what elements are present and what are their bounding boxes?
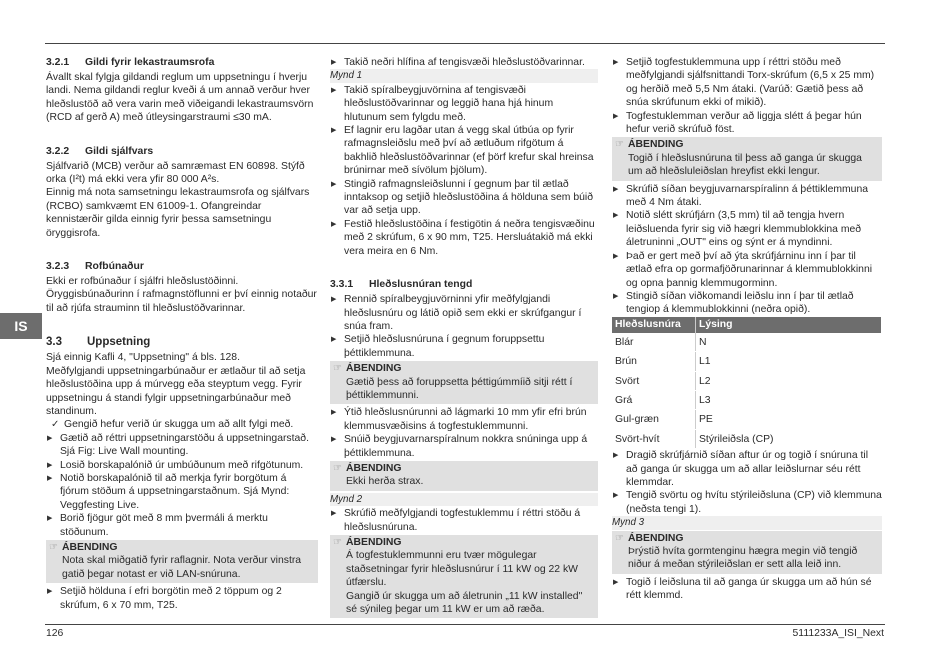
list-item: ▶ Takið spíralbeygjuvörnina af tengisvæði hleðslustöðvarinnar og leggið hana hjá hinum hlutunum sem fylgdu með. (330, 84, 598, 124)
note-body: Gætið þess að foruppsetta þéttigúmmíið sitji rétt í þéttiklemmunni. (346, 376, 573, 401)
column-1 (46, 56, 318, 612)
hand-pointer-icon: ☞ (333, 462, 342, 474)
paragraph: Meðfylgjandi uppsetningarbúnaður er ætlaður til að setja hleðslustöðina upp á múrvegg eða steyptum vegg. Fyrir uppsetningu á standi fylgir uppsetningarbúnaður með standinum. (46, 365, 306, 417)
hand-pointer-icon: ☞ (49, 541, 58, 553)
note-box (612, 137, 882, 180)
paragraph: Einnig má nota samsetningu lekastraumsrofa og sjálfvars (RCBO) samkvæmt EN 61009-1. Ofangreindar kennistærðir gilda einnig fyrir þessa samsetningu öryggisrofa. (46, 187, 310, 239)
table-cell: Blár (612, 333, 696, 352)
instruction-list (612, 56, 882, 136)
instruction-list (330, 507, 598, 534)
list-item: ▶ Borið fjögur göt með 8 mm þvermáli á merktu stöðunum. (46, 512, 318, 539)
table-cell: L3 (696, 390, 882, 409)
table-header: Lýsing (696, 317, 882, 333)
list-item: ▶ Rennið spíralbeygjuvörninni yfir meðfylgjandi hleðslusnúru og látið opið sem ekki er skrúfgangur í snúa fram. (330, 293, 598, 333)
note-box (46, 540, 318, 583)
column-2 (330, 56, 598, 620)
note-body: Á togfestuklemmunni eru tvær mögulegar staðsetningar fyrir hleðslusnúrur í 11 kW og 22 kW útfærslu. (346, 550, 578, 589)
list-item: ▶ Togfestuklemman verður að liggja slétt á þegar hún hefur verið skrúfuð föst. (612, 110, 882, 137)
list-item: ▶ Stingið rafmagnsleiðslunni í gegnum þar til ætlað inntaksop og setjið hleðslustöðina á hölduna sem búið var að setja upp. (330, 178, 598, 218)
instruction-list (612, 576, 882, 603)
note-title: ÁBENDING (62, 541, 118, 553)
list-item: ▶ Skrúfið síðan beygjuvarnarspíralinn á þéttiklemmuna með 4 Nm átaki. (612, 183, 882, 210)
figure-caption: Mynd 2 (330, 493, 598, 506)
note-title: ÁBENDING (346, 363, 402, 375)
note-body: Togið í hleðslusnúruna til þess að ganga úr skugga um að hleðsluleiðslan hreyfist ekki lengur. (628, 152, 862, 178)
list-item: ▶ Gætið að réttri uppsetningarstöðu á uppsetningarstað. Sjá Fig: Live Wall mounting. (46, 432, 318, 459)
instruction-list (46, 418, 318, 539)
table-cell: PE (696, 410, 882, 429)
section-heading-3-3: 3.3 Uppsetning (46, 336, 151, 349)
note-box (330, 461, 598, 491)
hand-pointer-icon: ☞ (615, 139, 624, 151)
note-title: ÁBENDING (346, 537, 402, 548)
column-3 (612, 56, 882, 603)
section-heading-3-2-3: 3.2.3 Rofbúnaður (46, 261, 144, 273)
table-cell: Svört-hvít (612, 429, 696, 448)
list-item: ▶ Festið hleðslustöðina í festigötin á neðra tengisvæðinu með 2 skrúfum, 6 x 90 mm, T25. Hersluátakið má ekki vera meira en 6 Nm. (330, 218, 598, 258)
list-item: ▶ Skrúfið meðfylgjandi togfestuklemmu í réttri stöðu á hleðslusnúruna. (330, 507, 598, 534)
list-item: ▶ Stingið síðan viðkomandi leiðslu inn í þar til ætlað tengiop á klemmublokkinni (neðra opið). (612, 290, 882, 317)
list-item: ▶ Setjið togfestuklemmuna upp í réttri stöðu með meðfylgjandi sjálfsnittandi Torx-skrúfum (6,5 x 25 mm) og herðið með 5,5 Nm átaki. (Varúð: Gætið þess að snúa skrúfunum ekki of mikið). (612, 56, 882, 110)
header-rule (45, 43, 885, 44)
list-item: ▶ Það er gert með því að ýta skrúfjárninu inn í þar til ætlað efra op gormafjöðrunarinnar á klemmublokkinni og opna þannig klemmugorminn. (612, 250, 882, 290)
list-item: ▶ Notið borskapalónið til að merkja fyrir borgötum á fjórum stöðum á uppsetningarstaðnum. Sjá Mynd: Veggfesting Live. (46, 472, 318, 512)
note-title: ÁBENDING (346, 462, 402, 474)
figure-caption: Mynd 1 (330, 69, 598, 82)
list-item: ✓ Gengið hefur verið úr skugga um að allt fylgi með. (46, 418, 318, 431)
list-item: ▶ Takið neðri hlífina af tengisvæði hleðslustöðvarinnar. (330, 56, 598, 69)
table-cell: N (696, 333, 882, 352)
hand-pointer-icon: ☞ (333, 363, 342, 375)
section-heading-3-2-2: 3.2.2 Gildi sjálfvars (46, 145, 154, 157)
wire-color-table (612, 317, 881, 449)
table-cell: L2 (696, 371, 882, 390)
table-cell: Gul-græn (612, 410, 696, 429)
section-heading-3-2-1: 3.2.1 Gildi fyrir lekastraumsrofa (46, 57, 215, 68)
page-number: 126 (46, 628, 64, 639)
table-row (612, 390, 881, 409)
list-item: ▶ Tengið svörtu og hvítu stýrileiðsluna (CP) við klemmuna (neðsta tengi 1). (612, 489, 882, 516)
paragraph: Sjá einnig Kafli 4, "Uppsetning" á bls. 128. (46, 352, 240, 364)
hand-pointer-icon: ☞ (615, 532, 624, 544)
footer-rule (45, 624, 885, 625)
instruction-list (612, 183, 882, 317)
note-box (330, 361, 598, 404)
note-body: Ekki herða strax. (346, 476, 424, 488)
note-body: Þrýstið hvíta gormtenginu hægra megin við tengið niður á meðan stýrileiðslan er sett alla leið inn. (628, 546, 858, 571)
instruction-list (46, 585, 318, 612)
table-row (612, 429, 881, 448)
table-header: Hleðslusnúra (612, 317, 696, 333)
list-item: ▶ Losið borskapalónið úr umbúðunum með rifgötunum. (46, 459, 318, 472)
instruction-list (330, 406, 598, 460)
table-row (612, 371, 881, 390)
note-box (612, 531, 882, 574)
instruction-list (330, 84, 598, 258)
note-body: Gangið úr skugga um að áletrunin „11 kW installed" sé sýnileg þegar um 11 kW er um að ræða. (346, 590, 583, 616)
list-item: ▶ Notið slétt skrúfjárn (3,5 mm) til að tengja hvern leiðsluenda fyrir sig við hægri klemmublokkina með áletruninni „OUT" eins og sýnt er á myndinni. (612, 209, 882, 249)
note-box (330, 535, 598, 618)
instruction-list (612, 449, 882, 516)
section-heading-3-3-1: 3.3.1 Hleðslusnúran tengd (330, 279, 473, 291)
instruction-list (330, 56, 598, 69)
table-cell: L1 (696, 352, 882, 371)
table-row (612, 352, 881, 371)
table-cell: Svört (612, 371, 696, 390)
paragraph: Ekki er rofbúnaður í sjálfri hleðslustöðinni. Öryggisbúnaðurinn í rafmagnstöflunni er því einnig notaður til að rjúfa strauminn til hleðslustöðvarinnar. (46, 276, 317, 314)
list-item: ▶ Snúið beygjuvarnarspíralnum nokkra snúninga upp á þéttiklemmuna. (330, 433, 598, 460)
list-item: ▶ Togið í leiðsluna til að ganga úr skugga um að hún sé rétt klemmd. (612, 576, 882, 603)
list-item: ▶ Dragið skrúfjárnið síðan aftur úr og togið í snúruna til að ganga úr skugga um að allar leiðslurnar séu rétt klemmdar. (612, 449, 882, 489)
list-item: ▶ Setjið hölduna í efri borgötin með 2 töppum og 2 skrúfum, 6 x 70 mm, T25. (46, 585, 318, 612)
paragraph: Ávallt skal fylgja gildandi reglum um uppsetningu í hverju landi. Nema gildandi reglur kveði á um annað verður hver hleðslustöð að vera varin með viðeigandi lekastraumsvörn (RCD af gerð A) með útleysingarstraumi ≤30 mA. (46, 72, 314, 124)
note-body: Nota skal miðgatið fyrir raflagnir. Nota verður vinstra gatið þegar notast er við LAN-snúruna. (62, 555, 302, 580)
table-row (612, 410, 881, 429)
table-cell: Stýrileiðsla (CP) (696, 429, 882, 448)
list-item: ▶ Setjið hleðslusnúruna í gegnum foruppsettu þéttiklemmuna. (330, 333, 598, 360)
instruction-list (330, 293, 598, 360)
note-title: ÁBENDING (628, 532, 684, 544)
paragraph: Sjálfvarið (MCB) verður að samræmast EN 60898. Stýfð orka (I²t) má ekki vera yfir 80 000 A²s. (46, 160, 305, 186)
document-code: 5111233A_ISI_Next (792, 628, 884, 639)
note-title: ÁBENDING (628, 139, 684, 151)
list-item: ▶ Ef lagnir eru lagðar utan á vegg skal útbúa op fyrir rafmagnsleiðslu með því að ætluðum rifgötum á bakhlið hleðslustöðvarinnar (ef þörf krefur skal hreinsa brúnirnar með sívölum þjölum). (330, 124, 598, 178)
table-row (612, 333, 881, 352)
table-cell: Grá (612, 390, 696, 409)
list-item: ▶ Ýtið hleðslusnúrunni að lágmarki 10 mm yfir efri brún klemmusvæðisins á togfestuklemmunni. (330, 406, 598, 433)
hand-pointer-icon: ☞ (333, 537, 342, 548)
table-cell: Brún (612, 352, 696, 371)
language-tab: IS (0, 313, 42, 339)
figure-caption: Mynd 3 (612, 516, 882, 529)
